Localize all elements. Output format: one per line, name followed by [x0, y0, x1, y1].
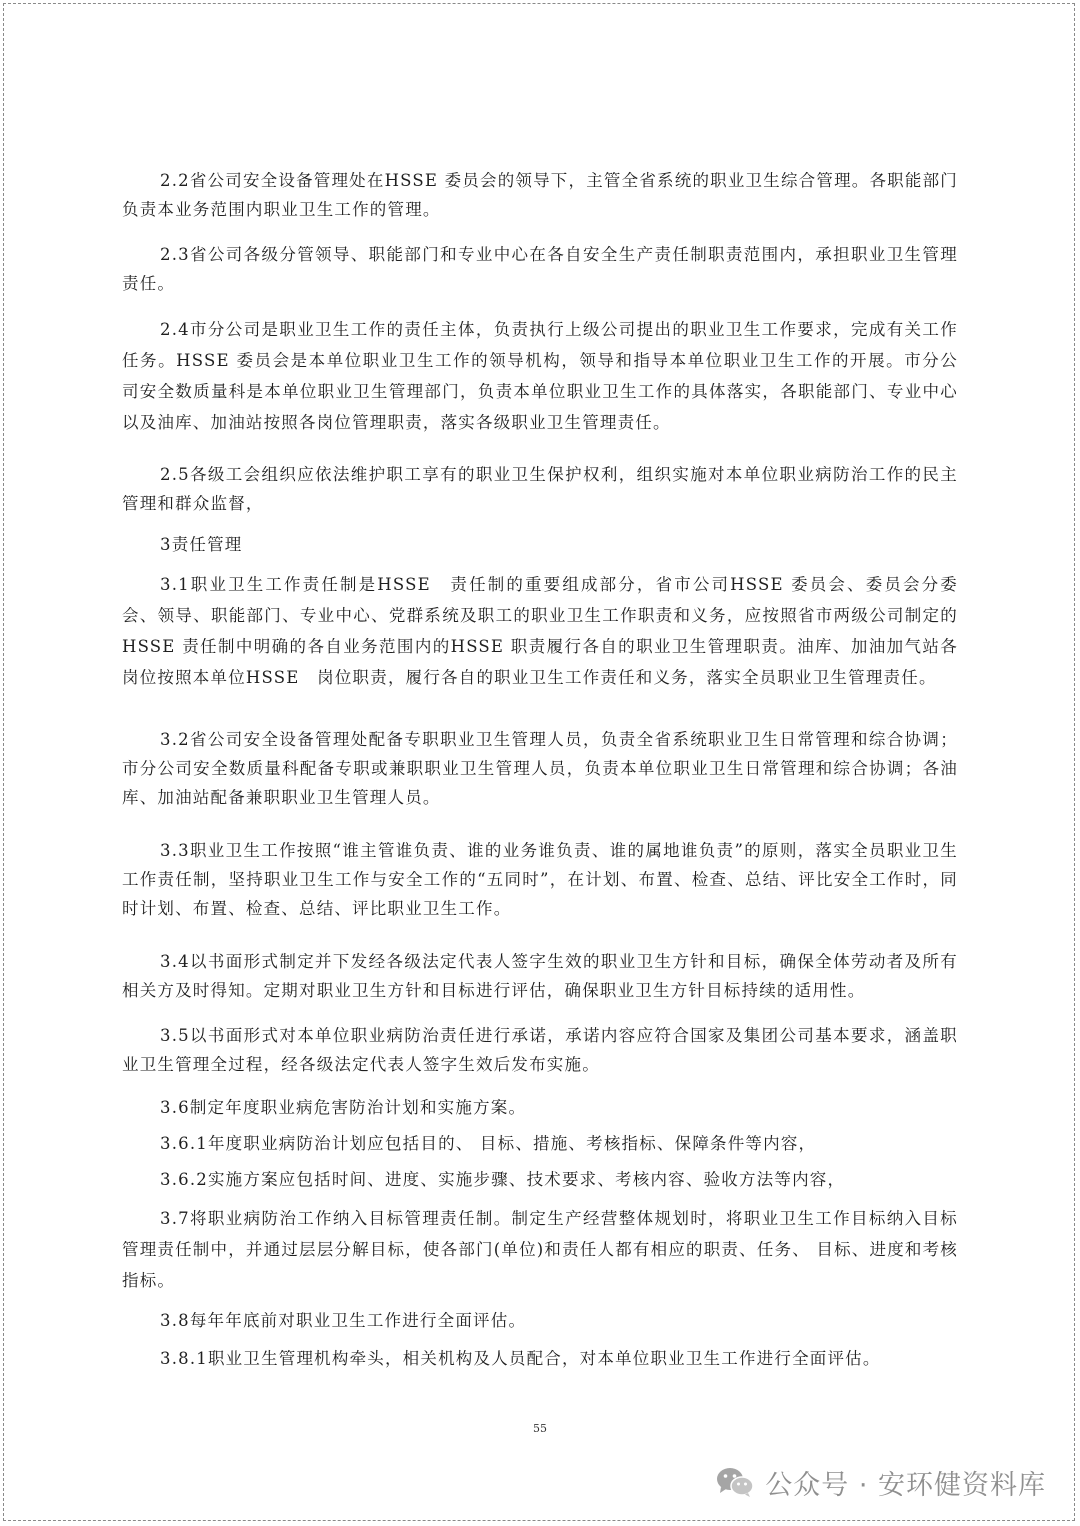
paragraph-2-5: 2.5各级工会组织应依法维护职工享有的职业卫生保护权利，组织实施对本单位职业病防治工作的民主管理和群众监督， — [122, 465, 958, 513]
paragraph-3-8-1: 3.8.1职业卫生管理机构牵头，相关机构及人员配合，对本单位职业卫生工作进行全面评估。 — [160, 1349, 881, 1368]
paragraph-3-5: 3.5以书面形式对本单位职业病防治责任进行承诺，承诺内容应符合国家及集团公司基本要求，涵盖职业卫生管理全过程，经各级法定代表人签字生效后发布实施。 — [122, 1026, 958, 1074]
watermark — [715, 1462, 1046, 1502]
section-heading-3: 3责任管理 — [160, 535, 243, 554]
paragraph-3-6-2: 3.6.2实施方案应包括时间、进度、实施步骤、技术要求、考核内容、验收方法等内容， — [160, 1170, 846, 1189]
wechat-icon — [715, 1466, 755, 1498]
watermark-text: 公众号 · 安环健资料库 — [765, 1469, 1046, 1501]
document-body — [122, 166, 958, 1373]
paragraph-3-3: 3.3职业卫生工作按照“谁主管谁负责、谁的业务谁负责、谁的属地谁负责”的原则，落实全员职业卫生工作责任制，坚持职业卫生工作与安全工作的“五同时”，在计划、布置、检查、总结、评比安全工作时，同时计划、布置、检查、总结、评比职业卫生工作。 — [122, 841, 958, 918]
paragraph-2-3: 2.3省公司各级分管领导、职能部门和专业中心在各自安全生产责任制职责范围内，承担职业卫生管理责任。 — [122, 245, 958, 293]
page-number: 55 — [533, 1422, 547, 1435]
paragraph-3-7: 3.7将职业病防治工作纳入目标管理责任制。制定生产经营整体规划时，将职业卫生工作目标纳入目标管理责任制中，并通过层层分解目标，使各部门(单位)和责任人都有相应的职责、任务、 目标、进度和考核指标。 — [122, 1209, 958, 1290]
paragraph-2-4: 2.4市分公司是职业卫生工作的责任主体，负责执行上级公司提出的职业卫生工作要求，完成有关工作任务。HSSE 委员会是本单位职业卫生工作的领导机构，领导和指导本单位职业卫生工作的开展。市分公司安全数质量科是本单位职业卫生管理部门，负责本单位职业卫生工作的具体落实，各职能部门、专业中心以及油库、加油站按照各岗位管理职责，落实各级职业卫生管理责任。 — [122, 320, 958, 432]
paragraph-3-6: 3.6制定年度职业病危害防治计划和实施方案。 — [160, 1098, 527, 1117]
paragraph-3-6-1: 3.6.1年度职业病防治计划应包括目的、 目标、措施、考核指标、保障条件等内容， — [160, 1134, 817, 1153]
paragraph-3-2: 3.2省公司安全设备管理处配备专职职业卫生管理人员，负责全省系统职业卫生日常管理和综合协调；市分公司安全数质量科配备专职或兼职职业卫生管理人员，负责本单位职业卫生日常管理和综合协调；各油库、加油站配备兼职职业卫生管理人员。 — [122, 730, 958, 807]
paragraph-3-4: 3.4以书面形式制定并下发经各级法定代表人签字生效的职业卫生方针和目标，确保全体劳动者及所有相关方及时得知。定期对职业卫生方针和目标进行评估，确保职业卫生方针目标持续的适用性。 — [122, 952, 958, 1000]
paragraph-3-1: 3.1职业卫生工作责任制是HSSE 责任制的重要组成部分，省市公司HSSE 委员会、委员会分委会、领导、职能部门、专业中心、党群系统及职工的职业卫生工作职责和义务，应按照省市两级公司制定的 HSSE 责任制中明确的各自业务范围内的HSSE 职责履行各自的职业卫生管理职责。油库、加油加气站各岗位按照本单位HSSE 岗位职责，履行各自的职业卫生工作责任和义务，落实全员职业卫生管理责任。 — [122, 575, 958, 687]
paragraph-2-2: 2.2省公司安全设备管理处在HSSE 委员会的领导下，主管全省系统的职业卫生综合管理。各职能部门负责本业务范围内职业卫生工作的管理。 — [122, 171, 958, 219]
paragraph-3-8: 3.8每年年底前对职业卫生工作进行全面评估。 — [160, 1311, 527, 1330]
